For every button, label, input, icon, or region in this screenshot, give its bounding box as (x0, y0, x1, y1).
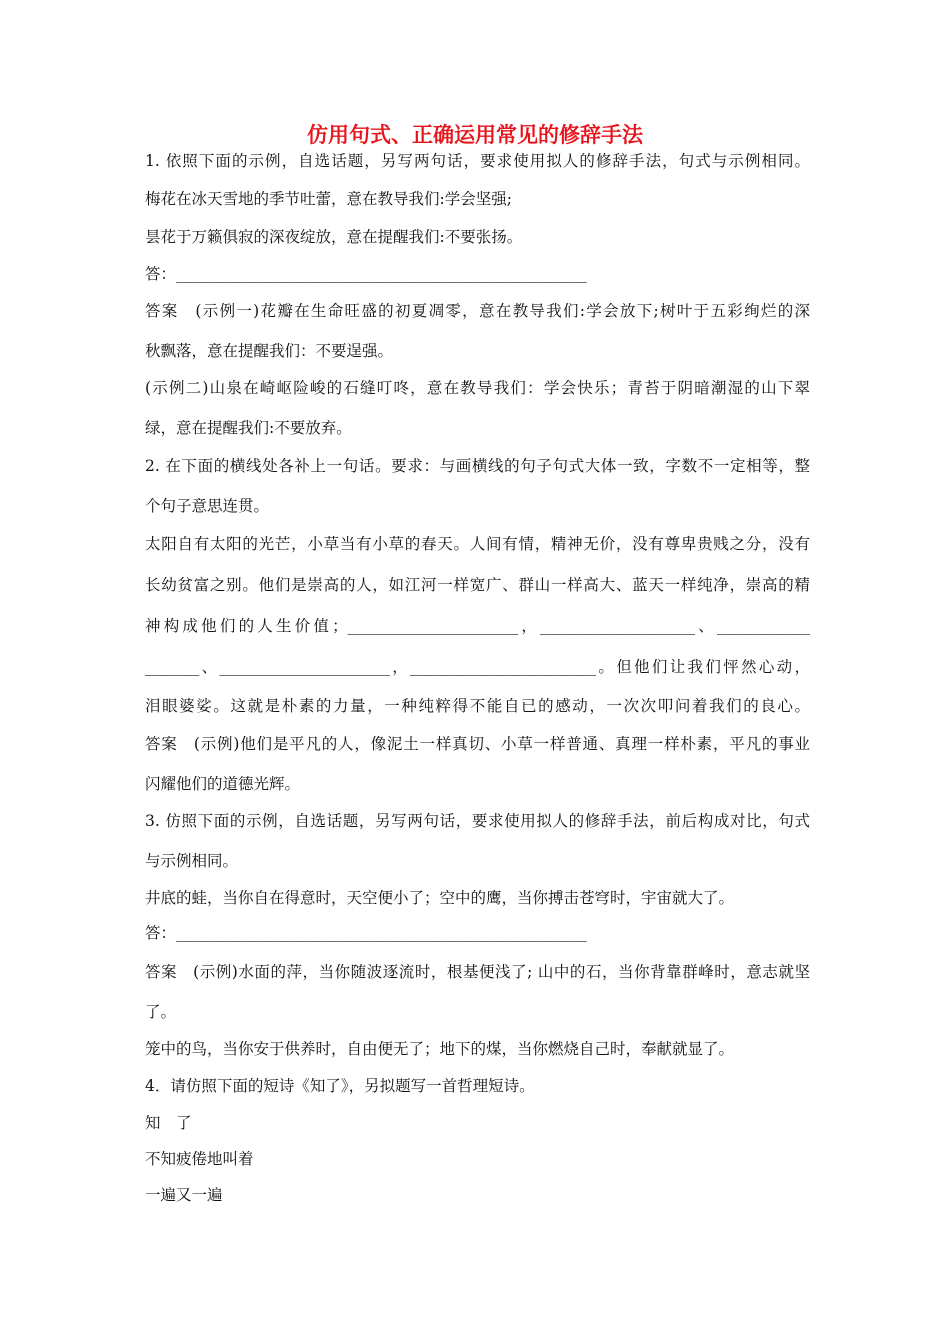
q3-prompt-line-2: 与示例相同。 (145, 852, 239, 870)
q1-answer-line-4: 绿，意在提醒我们:不要放弃。 (145, 419, 352, 437)
q1-answer-line-1: 答案 (示例一)花瓣在生命旺盛的初夏凋零，意在教导我们:学会放下;树叶于五彩绚烂的深 (145, 302, 810, 320)
q3-answer-blank: 答：_____________________________________________________ (145, 924, 587, 942)
q2-passage-line-2: 长幼贫富之别。他们是崇高的人，如江河一样宽广、群山一样高大、蓝天一样纯净，崇高的精 (145, 576, 810, 594)
q3-answer-line-3: 笼中的鸟，当你安于供养时，自由便无了；地下的煤，当你燃烧自己时，奉献就显了。 (145, 1040, 735, 1058)
q1-answer-line-2: 秋飘落，意在提醒我们：不要逞强。 (145, 342, 394, 360)
q4-poem-line-2: 一遍又一遍 (145, 1186, 223, 1204)
q3-example: 井底的蛙，当你自在得意时，天空便小了；空中的鹰，当你搏击苍穹时，宇宙就大了。 (145, 889, 735, 907)
document-title: 仿用句式、正确运用常见的修辞手法 (307, 122, 643, 147)
q1-answer-line-3: (示例二)山泉在崎岖险峻的石缝叮咚，意在教导我们：学会快乐；青苔于阴暗潮湿的山下翠 (145, 379, 810, 397)
q3-answer-line-2: 了。 (145, 1003, 177, 1021)
q1-prompt: 1. 依照下面的示例，自选话题，另写两句话，要求使用拟人的修辞手法，句式与示例相同。 (145, 152, 810, 170)
q2-prompt-line-2: 个句子意思连贯。 (145, 497, 270, 515)
q4-poem-line-1: 不知疲倦地叫着 (145, 1150, 254, 1168)
q2-passage-line-3: 神构成他们的人生价值；______________________，____________________、____________ (145, 617, 810, 635)
q2-answer-line-2: 闪耀他们的道德光辉。 (145, 775, 301, 793)
q2-prompt-line-1: 2. 在下面的横线处各补上一句话。要求：与画横线的句子句式大体一致，字数不一定相等，整 (145, 457, 810, 475)
q4-prompt: 4．请仿照下面的短诗《知了》，另拟题写一首哲理短诗。 (145, 1077, 535, 1095)
q2-passage-line-5: 泪眼婆娑。这就是朴素的力量，一种纯粹得不能自已的感动，一次次叩问着我们的良心。 (145, 697, 810, 715)
q1-answer-blank: 答：_____________________________________________________ (145, 265, 587, 283)
q2-passage-line-4: _______、______________________，________________________。但他们让我们怦然心动， (145, 658, 810, 676)
q3-answer-line-1: 答案 (示例)水面的萍，当你随波逐流时，根基便浅了; 山中的石，当你背靠群峰时，意志就坚 (145, 963, 810, 981)
q1-example-line-2: 昙花于万籁俱寂的深夜绽放，意在提醒我们:不要张扬。 (145, 228, 523, 246)
q2-passage-line-1: 太阳自有太阳的光芒，小草当有小草的春天。人间有情，精神无价，没有尊卑贵贱之分，没有 (145, 535, 810, 553)
q2-answer-line-1: 答案 (示例)他们是平凡的人，像泥土一样真切、小草一样普通、真理一样朴素，平凡的事业 (145, 735, 810, 753)
q4-poem-title: 知 了 (145, 1114, 192, 1132)
q3-prompt-line-1: 3. 仿照下面的示例，自选话题，另写两句话，要求使用拟人的修辞手法，前后构成对比，句式 (145, 812, 810, 830)
q1-example-line-1: 梅花在冰天雪地的季节吐蕾，意在教导我们:学会坚强; (145, 190, 512, 208)
